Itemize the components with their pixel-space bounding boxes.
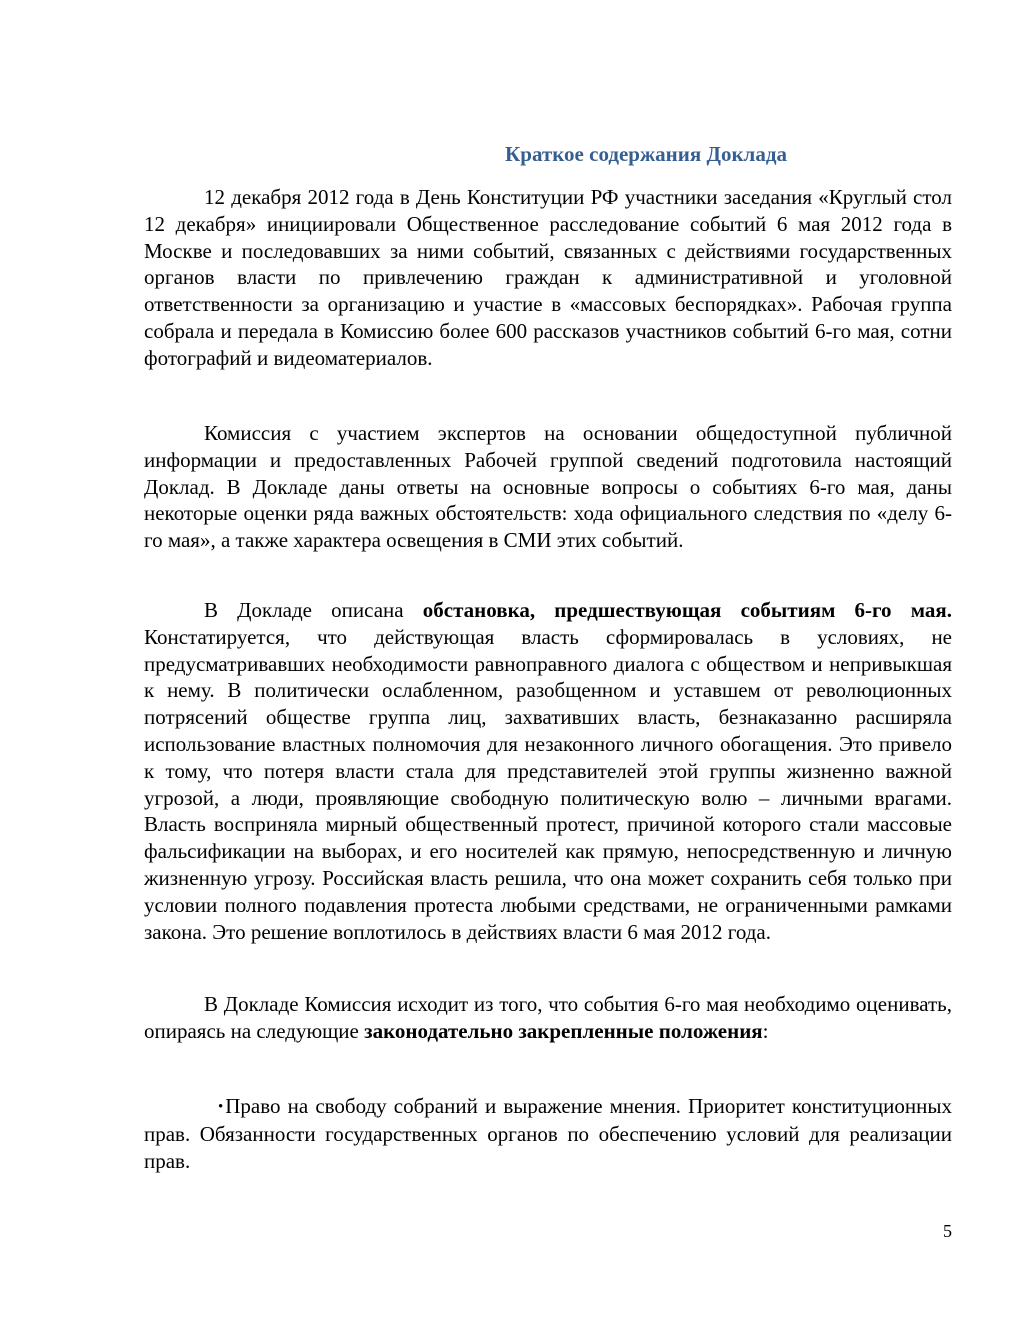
paragraph-situation-start: В Докладе описана (204, 598, 423, 622)
paragraph-situation-rest: Констатируется, что действующая власть сформировалась в условиях, не предусматривавших необходимости равноправного диалога с обществом и непривыкшая к нему. В политически ослабленном, разобщенном и уставшем от революционных потрясений обществе группа лиц, захвативших власть, безнаказанно расширяла использование властных полномочия для незаконного личного обогащения. Это привело к тому, что потеря власти стала для представителей этой группы жизненно важной угрозой, а люди, проявляющие свободную политическую волю – личными врагами. Власть восприняла мирный общественный протест, причиной которого стали массовые фальсификации на выборах, и его носителей как прямую, непосредственную и личную жизненную угрозу. Российская власть решила, что она может сохранить себя только при условии полного подавления протеста любыми средствами, не ограниченными рамками закона. Это решение воплотилось в действиях власти 6 мая 2012 года. (144, 624, 952, 944)
paragraph-provisions-bold: законодательно закрепленные положения (364, 1018, 763, 1043)
bullet-list-item (144, 1093, 952, 1174)
paragraph-provisions-end: : (762, 1018, 769, 1043)
paragraph-situation (144, 597, 952, 945)
page-number: 5 (943, 1221, 952, 1241)
paragraph-commission: Комиссия с участием экспертов на основании общедоступной публичной информации и предоставленных Рабочей группой сведений подготовила настоящий Доклад. В Докладе даны ответы на основные вопросы о событиях 6-го мая, даны некоторые оценки ряда важных обстоятельств: хода официального следствия по «делу 6-го мая», а также характера освещения в СМИ этих событий. (144, 421, 952, 553)
paragraph-provisions-start: В Докладе Комиссия исходит из того, что события 6-го мая необходимо оценивать, опираясь на следующие (144, 992, 952, 1043)
document-heading (144, 140, 952, 168)
paragraph-intro: 12 декабря 2012 года в День Конституции РФ участники заседания «Круглый стол 12 декабря» инициировали Общественное расследование событий 6 мая 2012 года в Москве и последовавших за ними событий, связанных с действиями государственных органов власти по привлечению граждан к административной и уголовной ответственности за организацию и участие в «массовых беспорядках». Рабочая группа собрала и передала в Комиссию более 600 рассказов участников событий 6-го мая, сотни фотографий и видеоматериалов. (144, 185, 952, 370)
paragraph-provisions (144, 991, 952, 1045)
bullet-icon: • (218, 1099, 224, 1115)
bullet-item-text: Право на свободу собраний и выражение мнения. Приоритет конституционных прав. Обязанности государственных органов по обеспечению условий для реализации прав. (144, 1094, 952, 1173)
paragraph-situation-bold: обстановка, предшествующая событиям 6-го мая. (422, 598, 952, 622)
heading-text: Краткое содержания Доклада (505, 142, 787, 166)
